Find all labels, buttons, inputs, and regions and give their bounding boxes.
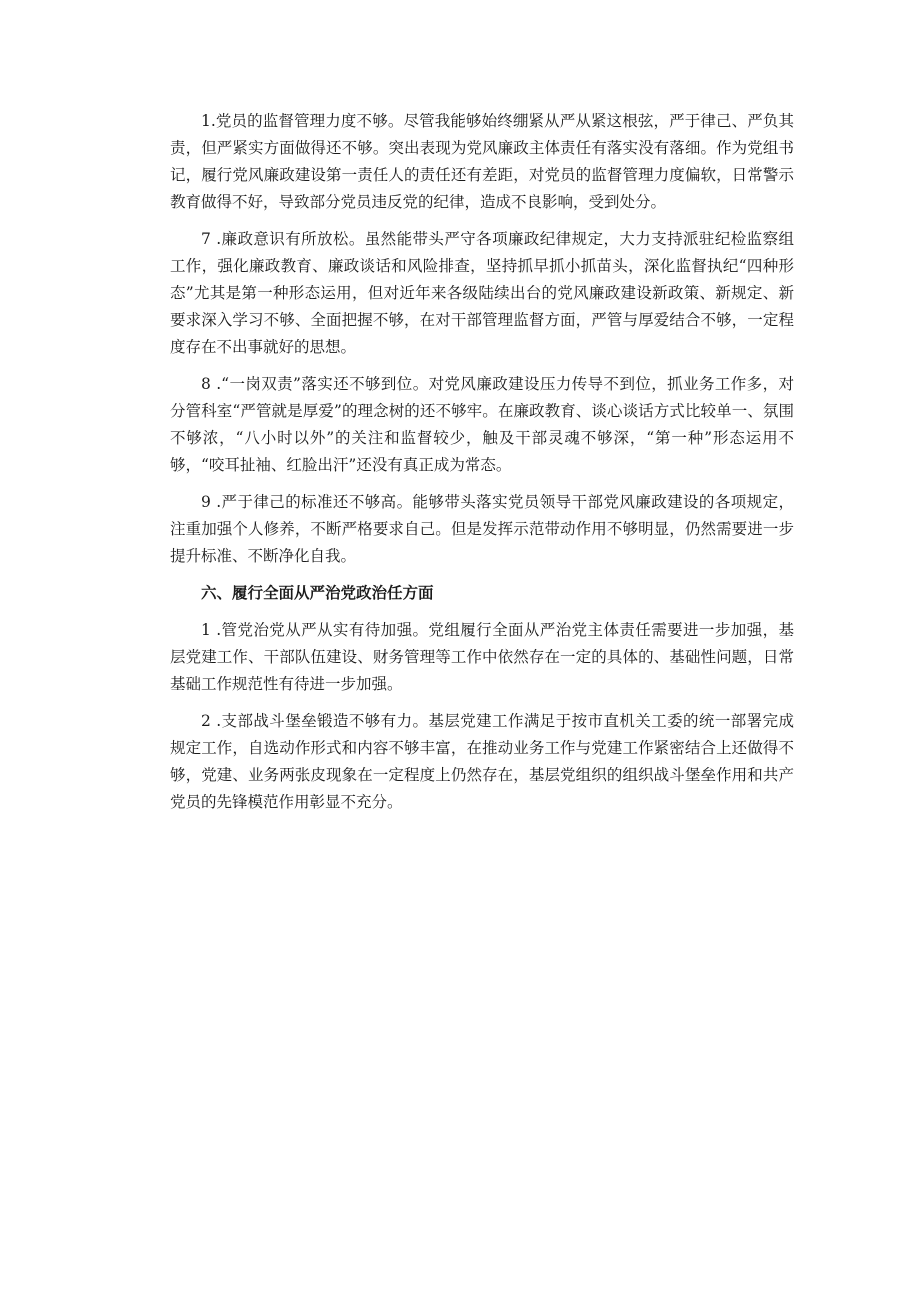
paragraph-item-7: 7 .廉政意识有所放松。虽然能带头严守各项廉政纪律规定，大力支持派驻纪检监察组工作，强化廉政教育、廉政谈话和风险排查，坚持抓早抓小抓苗头，深化监督执纪“四种形态”尤其是第一种形态运用，但对近年来各级陆续出台的党风廉政建设新政策、新规定、新要求深入学习不够、全面把握不够，在对干部管理监督方面，严管与厚爱结合不够，一定程度存在不出事就好的思想。	[170, 230, 794, 356]
paragraph-section6-item-1: 1 .管党治党从严从实有待加强。党组履行全面从严治党主体责任需要进一步加强，基层党建工作、干部队伍建设、财务管理等工作中依然存在一定的具体的、基础性问题，日常基础工作规范性有待进一步加强。	[170, 621, 794, 693]
paragraph-section6-item-2: 2 .支部战斗堡垒锻造不够有力。基层党建工作满足于按市直机关工委的统一部署完成规定工作，自选动作形式和内容不够丰富，在推动业务工作与党建工作紧密结合上还做得不够，党建、业务两张皮现象在一定程度上仍然存在，基层党组织的组织战斗堡垒作用和共产党员的先锋模范作用彰显不充分。	[170, 712, 794, 811]
section-heading: 六、履行全面从严治党政治任方面	[201, 584, 434, 602]
paragraph-item-9: 9 .严于律己的标准还不够高。能够带头落实党员领导干部党风廉政建设的各项规定，注重加强个人修养，不断严格要求自己。但是发挥示范带动作用不够明显，仍然需要进一步提升标准、不断净化自我。	[170, 493, 794, 565]
paragraph-item-8: 8 .“一岗双责”落实还不够到位。对党风廉政建设压力传导不到位，抓业务工作多，对分管科室“严管就是厚爱”的理念树的还不够牢。在廉政教育、谈心谈话方式比较单一、氛围不够浓，“八小时以外”的关注和监督较少，触及干部灵魂不够深，“第一种”形态运用不够，“咬耳扯袖、红脸出汗”还没有真正成为常态。	[170, 375, 794, 474]
document-page	[170, 108, 794, 826]
paragraph-item-1: 1.党员的监督管理力度不够。尽管我能够始终绷紧从严从紧这根弦，严于律己、严负其责，但严紧实方面做得还不够。突出表现为党风廉政主体责任有落实没有落细。作为党组书记，履行党风廉政建设第一责任人的责任还有差距，对党员的监督管理力度偏软，日常警示教育做得不好，导致部分党员违反党的纪律，造成不良影响，受到处分。	[170, 112, 794, 211]
